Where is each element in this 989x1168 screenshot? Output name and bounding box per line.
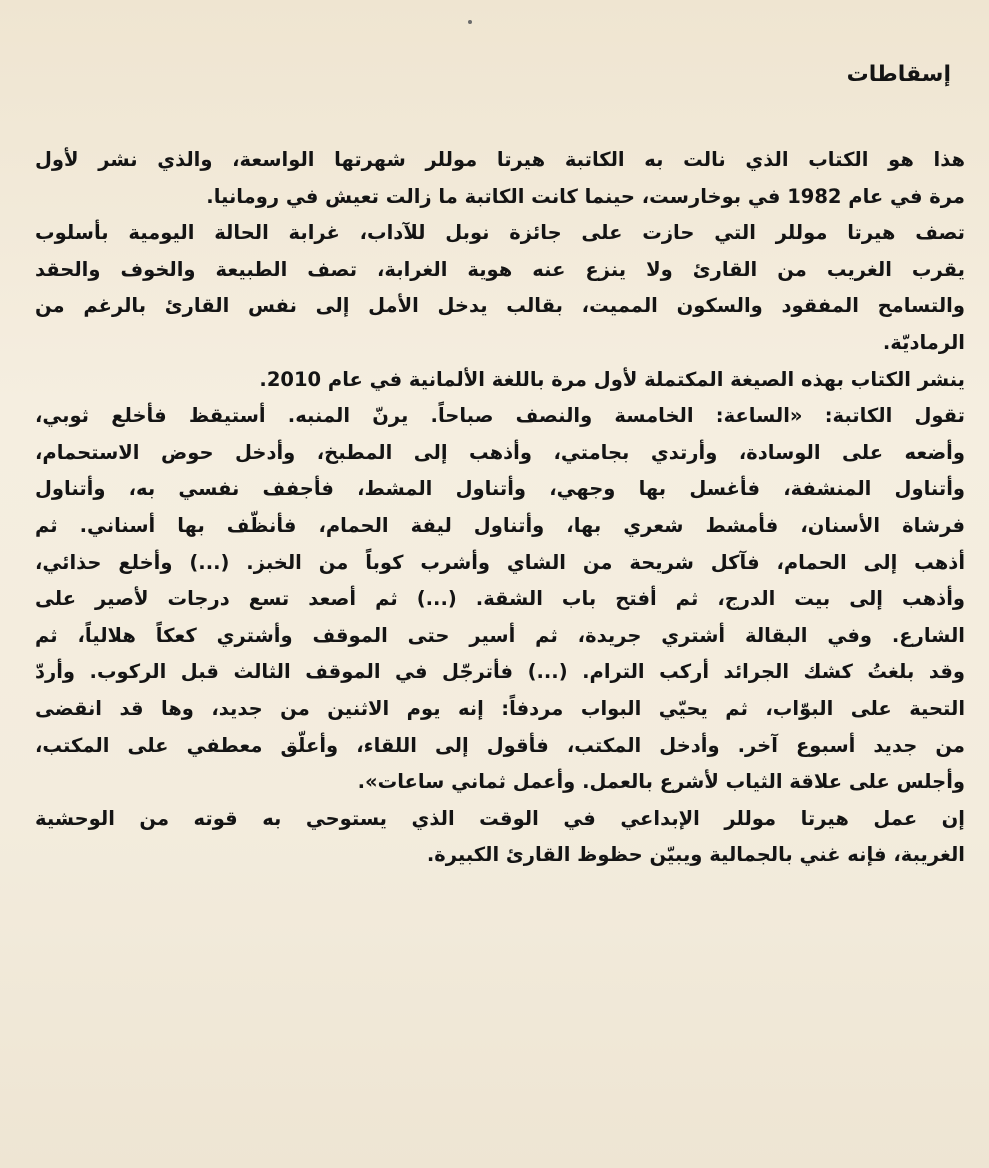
text-line: التحية على البوّاب، ثم يحيّي البواب مردفاً: إنه يوم الاثنين من جديد، وها قد انقضى (35, 696, 965, 720)
text-line: ينشر الكتاب بهذه الصيغة المكتملة لأول مرة باللغة الألمانية في عام 2010. (259, 367, 965, 391)
text-line: تقول الكاتبة: «الساعة: الخامسة والنصف صباحاً. يرنّ المنبه. أستيقظ فأخلع ثوبي، (35, 404, 965, 428)
text-line: مرة في عام 1982 في بوخارست، حينما كانت الكاتبة ما زالت تعيش في رومانيا. (206, 184, 965, 208)
text-line: وقد بلغتُ كشك الجرائد أركب الترام. (...) فأترجّل في الموقف الثالث قبل الركوب. وأردّ (35, 660, 965, 684)
page-speck (468, 20, 472, 24)
text-line: الشارع. وفي البقالة أشتري جريدة، ثم أسير حتى الموقف وأشتري كعكاً هلالياً، ثم (35, 623, 965, 647)
body-text (35, 142, 965, 874)
page-title: إسقاطات (846, 62, 951, 87)
text-line: فرشاة الأسنان، فأمشط شعري بها، وأتناول ليفة الحمام، فأنظّف بها أسناني. ثم (35, 513, 965, 537)
text-line: من جديد أسبوع آخر. وأدخل المكتب، فأقول إلى اللقاء، وأعلّق معطفي على المكتب، (35, 733, 965, 757)
text-line: تصف هيرتا موللر التي حازت على جائزة نوبل للآداب، غرابة الحالة اليومية بأسلوب (35, 221, 965, 245)
text-line: وأضعه على الوسادة، وأرتدي بجامتي، وأذهب إلى المطبخ، وأدخل حوض الاستحمام، (35, 440, 965, 464)
text-line: وأجلس على علاقة الثياب لأشرع بالعمل. وأعمل ثماني ساعات». (357, 770, 965, 794)
text-line: الغريبة، فإنه غني بالجمالية ويبيّن حظوظ القارئ الكبيرة. (426, 843, 965, 867)
text-line: إن عمل هيرتا موللر الإبداعي في الوقت الذي يستوحي به قوته من الوحشية (35, 806, 965, 830)
text-line: الرماديّة. (882, 330, 965, 354)
text-line: وأتناول المنشفة، فأغسل بها وجهي، وأتناول المشط، فأجفف نفسي به، وأتناول (35, 477, 965, 501)
text-line: أذهب إلى الحمام، فآكل شريحة من الشاي وأشرب كوباً من الخبز. (...) وأخلع حذائي، (35, 550, 965, 574)
text-line: والتسامح المفقود والسكون المميت، بقالب يدخل الأمل إلى نفس القارئ بالرغم من (35, 294, 965, 318)
text-line: يقرب الغريب من القارئ ولا ينزع عنه هوية الغرابة، تصف الطبيعة والخوف والحقد (35, 257, 965, 281)
text-line: هذا هو الكتاب الذي نالت به الكاتبة هيرتا موللر شهرتها الواسعة، والذي نشر لأول (35, 148, 965, 171)
text-line: وأذهب إلى بيت الدرج، ثم أفتح باب الشقة. (...) ثم أصعد تسع درجات لأصير على (35, 587, 965, 611)
